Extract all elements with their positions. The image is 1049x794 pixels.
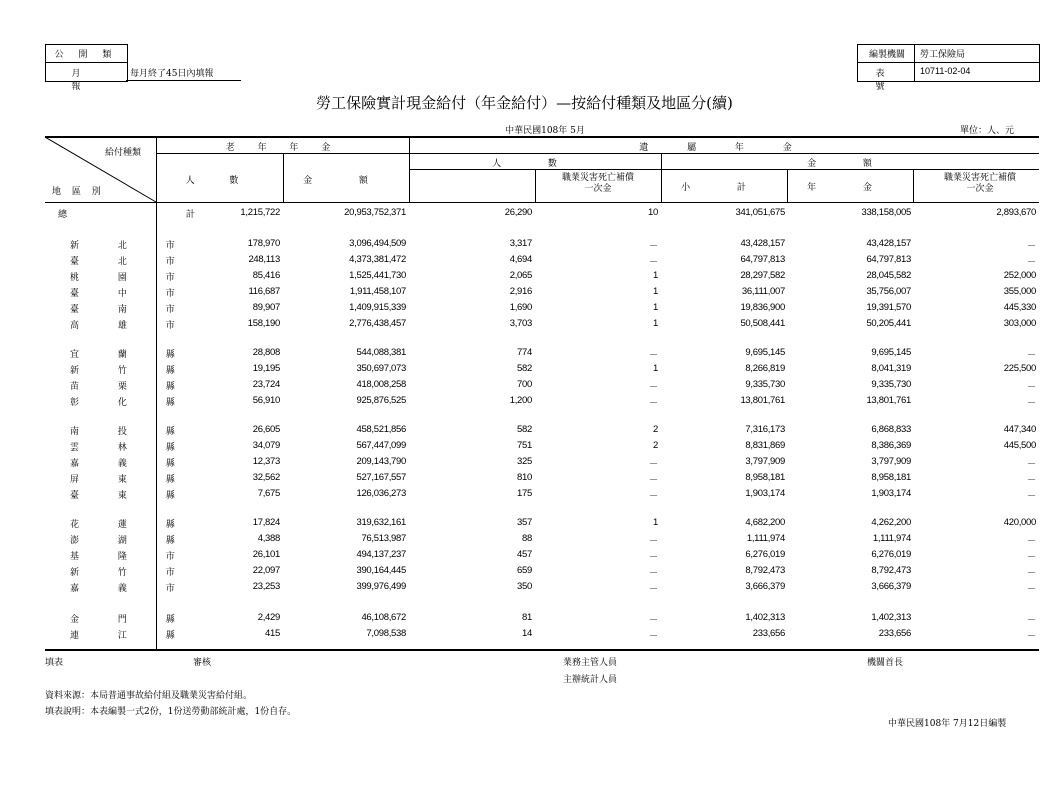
cell-c4: 1 — [653, 363, 658, 374]
cell-c6: 8,958,181 — [871, 472, 911, 483]
cell-c5: 1,111,974 — [746, 533, 785, 544]
cell-c6: 8,386,369 — [871, 440, 911, 451]
cell-c3: 3,317 — [509, 238, 532, 249]
cell-c5: 19,836,900 — [740, 302, 785, 313]
cell-c4: － — [648, 536, 658, 547]
cell-c7: 445,330 — [1003, 302, 1036, 313]
cell-c2: 399,976,499 — [356, 581, 406, 592]
cell-c5: 64,797,813 — [740, 254, 785, 265]
cell-c6: 233,656 — [878, 628, 911, 639]
cell-c3: 2,916 — [509, 286, 532, 297]
cell-c5: 3,666,379 — [745, 581, 785, 592]
cell-c3: 1,200 — [509, 395, 532, 406]
cell-c7: － — [1026, 257, 1036, 268]
cell-c4: － — [648, 615, 658, 626]
region-label: 新 竹 市 — [70, 568, 193, 578]
cell-c7: － — [1026, 491, 1036, 502]
footer-note: 填表說明：本表編製一式2份，1份送勞動部統計處，1份自存。 — [45, 707, 297, 717]
cell-c2: 126,036,273 — [356, 488, 406, 499]
col-surv-people: 人 數 — [492, 159, 579, 169]
page-title: 勞工保險實計現金給付（年金給付）—按給付種類及地區分(續) — [316, 94, 733, 112]
cell-c3: 582 — [517, 424, 532, 435]
cell-c5: 1,402,313 — [745, 612, 785, 623]
cell-c7: － — [1026, 615, 1036, 626]
cell-c4: － — [648, 241, 658, 252]
cell-c7: 303,000 — [1003, 318, 1036, 329]
cell-c7: 420,000 — [1003, 517, 1036, 528]
cell-c1: 116,687 — [248, 286, 280, 297]
cell-c3: 14 — [522, 628, 532, 639]
cell-c6: 1,111,974 — [872, 533, 911, 544]
cell-c6: 8,041,319 — [871, 363, 911, 374]
corner-bottom-label: 地 區 別 — [52, 187, 105, 197]
cell-c1: 248,113 — [248, 254, 280, 265]
cell-c1: 2,429 — [257, 612, 280, 623]
cell-c2: 3,096,494,509 — [349, 238, 406, 249]
cell-c2: 350,697,073 — [356, 363, 406, 374]
col-old-amount: 金 額 — [303, 176, 390, 186]
cell-c6: 64,797,813 — [866, 254, 911, 265]
cell-c5: 50,508,441 — [740, 318, 785, 329]
cell-c5: 8,958,181 — [745, 472, 785, 483]
cell-c7: 225,500 — [1003, 363, 1036, 374]
region-label: 新 竹 縣 — [70, 366, 193, 376]
cell-c1: 26,101 — [252, 549, 280, 560]
cell-c5: 43,428,157 — [740, 238, 785, 249]
cell-c5: 36,111,007 — [741, 286, 785, 297]
region-label: 嘉 義 縣 — [70, 459, 193, 469]
period-label: 月 報 — [71, 69, 101, 92]
region-label: 苗 栗 縣 — [70, 382, 193, 392]
region-label: 總 計 — [58, 210, 253, 220]
footer-reviewer: 審核 — [193, 658, 212, 668]
cell-c4: 1 — [653, 318, 658, 329]
col-survivor: 遺 屬 年 金 — [639, 143, 810, 153]
cell-c4: － — [648, 257, 658, 268]
cell-c3: 1,690 — [509, 302, 532, 313]
col-old-age: 老 年 年 金 — [225, 143, 341, 153]
cell-c5: 1,903,174 — [745, 488, 785, 499]
cell-c2: 458,521,856 — [356, 424, 406, 435]
cell-c2: 1,409,915,339 — [349, 302, 406, 313]
cell-c3: 88 — [522, 533, 532, 544]
region-label: 臺 中 市 — [70, 289, 193, 299]
region-label: 基 隆 市 — [70, 552, 193, 562]
cell-c5: 341,051,675 — [735, 207, 785, 218]
cell-c4: － — [648, 350, 658, 361]
cell-c1: 12,373 — [252, 456, 280, 467]
cell-c1: 23,724 — [252, 379, 280, 390]
cell-c4: 1 — [653, 517, 658, 528]
cell-c5: 6,276,019 — [745, 549, 785, 560]
region-label: 新 北 市 — [70, 241, 193, 251]
cell-c5: 4,682,200 — [745, 517, 785, 528]
cell-c2: 527,167,557 — [356, 472, 406, 483]
cell-c4: － — [648, 552, 658, 563]
cell-c1: 19,195 — [252, 363, 280, 374]
unit-label: 單位：人、元 — [960, 126, 1015, 136]
cell-c3: 81 — [522, 612, 532, 623]
cell-c4: － — [648, 459, 658, 470]
region-label: 金 門 縣 — [70, 615, 193, 625]
region-label: 桃 園 市 — [70, 273, 193, 283]
cell-c7: 355,000 — [1003, 286, 1036, 297]
cell-c2: 925,876,525 — [356, 395, 406, 406]
cell-c3: 4,694 — [509, 254, 532, 265]
cell-c3: 700 — [517, 379, 532, 390]
region-label: 澎 湖 縣 — [70, 536, 193, 546]
region-label: 雲 林 縣 — [70, 443, 193, 453]
cell-c1: 415 — [265, 628, 280, 639]
cell-c1: 26,605 — [252, 424, 280, 435]
footer-stats-head: 主辦統計人員 — [563, 675, 618, 685]
cell-c2: 1,525,441,730 — [349, 270, 406, 281]
col-surv-subtotal: 小 計 — [681, 183, 768, 193]
cell-c2: 319,632,161 — [356, 517, 406, 528]
cell-c5: 13,801,761 — [740, 395, 785, 406]
cell-c4: 1 — [653, 302, 658, 313]
col-surv-annuity: 年 金 — [807, 183, 894, 193]
cell-c2: 46,108,672 — [361, 612, 406, 623]
region-label: 臺 東 縣 — [70, 491, 193, 501]
agency-value: 勞工保險局 — [920, 50, 966, 60]
cell-c7: 2,893,670 — [996, 207, 1036, 218]
cell-c6: 8,792,473 — [871, 565, 911, 576]
cell-c1: 56,910 — [252, 395, 280, 406]
cell-c6: 28,045,582 — [866, 270, 911, 281]
cell-c6: 19,391,570 — [866, 302, 911, 313]
cell-c6: 6,868,833 — [871, 424, 911, 435]
cell-c4: － — [648, 475, 658, 486]
cell-c2: 494,137,237 — [356, 549, 406, 560]
cell-c5: 3,797,909 — [745, 456, 785, 467]
cell-c1: 85,416 — [252, 270, 280, 281]
cell-c5: 9,695,145 — [745, 347, 785, 358]
cell-c2: 7,098,538 — [366, 628, 406, 639]
cell-c3: 357 — [517, 517, 532, 528]
region-label: 南 投 縣 — [70, 427, 193, 437]
cell-c2: 544,088,381 — [356, 347, 406, 358]
public-label: 公 開 類 — [54, 50, 118, 60]
cell-c6: 13,801,761 — [866, 395, 911, 406]
cell-c7: － — [1026, 631, 1036, 642]
cell-c4: 1 — [653, 286, 658, 297]
region-label: 彰 化 縣 — [70, 398, 193, 408]
cell-c6: 6,276,019 — [871, 549, 911, 560]
cell-c4: 2 — [653, 424, 658, 435]
cell-c7: － — [1026, 568, 1036, 579]
corner-top-label: 給付種類 — [105, 148, 142, 158]
cell-c1: 23,253 — [252, 581, 280, 592]
cell-c4: － — [648, 398, 658, 409]
footer-business-head: 業務主管人員 — [563, 658, 618, 668]
table-no-value: 10711-02-04 — [920, 66, 971, 76]
cell-c6: 9,335,730 — [871, 379, 911, 390]
cell-c7: － — [1026, 552, 1036, 563]
cell-c3: 774 — [517, 347, 532, 358]
col-surv-amount-occ: 職業災害死亡補償一次金 — [943, 173, 1016, 194]
cell-c4: － — [648, 568, 658, 579]
cell-c4: 2 — [653, 440, 658, 451]
cell-c4: － — [648, 382, 658, 393]
cell-c1: 7,675 — [257, 488, 280, 499]
cell-c3: 26,290 — [504, 207, 532, 218]
period-desc: 每月終了45日內填報 — [130, 69, 214, 79]
cell-c3: 325 — [517, 456, 532, 467]
cell-c1: 22,097 — [252, 565, 280, 576]
cell-c3: 2,065 — [509, 270, 532, 281]
cell-c2: 2,776,438,457 — [349, 318, 406, 329]
cell-c6: 3,797,909 — [871, 456, 911, 467]
cell-c3: 751 — [517, 440, 532, 451]
cell-c6: 1,402,313 — [871, 612, 911, 623]
cell-c5: 233,656 — [752, 628, 785, 639]
col-old-people: 人 數 — [185, 176, 255, 186]
cell-c2: 390,164,445 — [356, 565, 406, 576]
cell-c3: 350 — [517, 581, 532, 592]
cell-c1: 1,215,722 — [240, 207, 280, 218]
footer-source: 資料來源：本局普通事故給付組及職業災害給付組。 — [45, 691, 253, 701]
cell-c7: － — [1026, 241, 1036, 252]
cell-c3: 659 — [517, 565, 532, 576]
footer-filler: 填表 — [45, 658, 64, 668]
cell-c3: 175 — [517, 488, 532, 499]
cell-c1: 89,907 — [252, 302, 280, 313]
cell-c2: 76,513,987 — [361, 533, 406, 544]
cell-c1: 28,808 — [252, 347, 280, 358]
cell-c6: 9,695,145 — [871, 347, 911, 358]
report-date: 中華民國108年 5月 — [505, 126, 585, 136]
cell-c2: 20,953,752,371 — [344, 207, 406, 218]
cell-c7: 252,000 — [1003, 270, 1036, 281]
region-label: 屏 東 縣 — [70, 475, 193, 485]
region-label: 宜 蘭 縣 — [70, 350, 193, 360]
region-label: 花 蓮 縣 — [70, 520, 193, 530]
cell-c7: － — [1026, 398, 1036, 409]
cell-c3: 582 — [517, 363, 532, 374]
cell-c7: 447,340 — [1003, 424, 1036, 435]
cell-c5: 8,266,819 — [745, 363, 785, 374]
cell-c2: 567,447,099 — [356, 440, 406, 451]
col-surv-people-occ: 職業災害死亡補償一次金 — [561, 173, 634, 194]
table-no-label: 表 號 — [875, 69, 899, 92]
region-label: 連 江 縣 — [70, 631, 193, 641]
region-label: 嘉 義 市 — [70, 584, 193, 594]
cell-c3: 810 — [517, 472, 532, 483]
cell-c5: 9,335,730 — [745, 379, 785, 390]
cell-c6: 50,205,441 — [866, 318, 911, 329]
footer-agency-head: 機關首長 — [867, 658, 904, 668]
cell-c5: 7,316,173 — [745, 424, 785, 435]
footer-compiled: 中華民國108年 7月12日編製 — [888, 719, 1007, 729]
cell-c6: 3,666,379 — [871, 581, 911, 592]
cell-c6: 35,756,007 — [866, 286, 911, 297]
cell-c7: 445,500 — [1003, 440, 1036, 451]
cell-c1: 4,388 — [257, 533, 280, 544]
agency-label: 編製機關 — [868, 50, 905, 60]
cell-c4: 10 — [648, 207, 658, 218]
cell-c1: 178,970 — [247, 238, 280, 249]
cell-c1: 34,079 — [252, 440, 280, 451]
cell-c2: 418,008,258 — [356, 379, 406, 390]
cell-c2: 1,911,458,107 — [349, 286, 406, 297]
cell-c4: 1 — [653, 270, 658, 281]
cell-c1: 32,562 — [252, 472, 280, 483]
region-label: 臺 北 市 — [70, 257, 193, 267]
region-label: 高 雄 市 — [70, 321, 193, 331]
cell-c2: 209,143,790 — [356, 456, 406, 467]
cell-c6: 1,903,174 — [871, 488, 911, 499]
cell-c7: － — [1026, 475, 1036, 486]
cell-c6: 43,428,157 — [866, 238, 911, 249]
cell-c7: － — [1026, 536, 1036, 547]
cell-c5: 28,297,582 — [740, 270, 785, 281]
cell-c7: － — [1026, 584, 1036, 595]
region-label: 臺 南 市 — [70, 305, 193, 315]
cell-c3: 457 — [517, 549, 532, 560]
cell-c5: 8,792,473 — [745, 565, 785, 576]
cell-c1: 158,190 — [247, 318, 280, 329]
cell-c5: 8,831,869 — [745, 440, 785, 451]
col-surv-amount: 金 額 — [807, 159, 894, 169]
cell-c7: － — [1026, 382, 1036, 393]
cell-c6: 338,158,005 — [861, 207, 911, 218]
cell-c2: 4,373,381,472 — [349, 254, 406, 265]
cell-c4: － — [648, 584, 658, 595]
cell-c6: 4,262,200 — [871, 517, 911, 528]
cell-c4: － — [648, 631, 658, 642]
cell-c7: － — [1026, 459, 1036, 470]
cell-c7: － — [1026, 350, 1036, 361]
cell-c4: － — [648, 491, 658, 502]
cell-c1: 17,824 — [252, 517, 280, 528]
cell-c3: 3,703 — [509, 318, 532, 329]
